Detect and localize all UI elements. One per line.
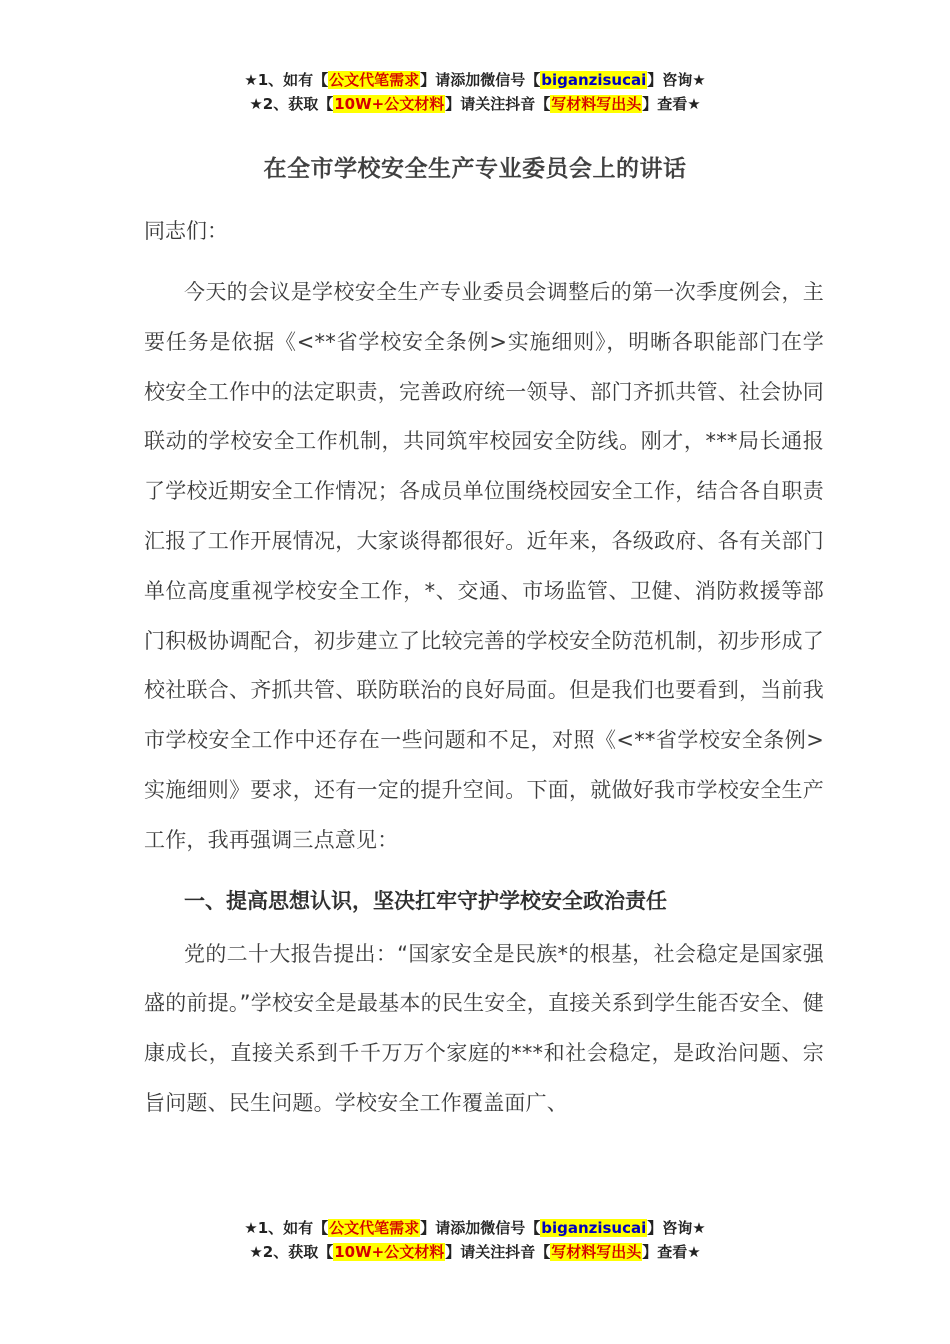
banner-text: ★1、如有【: [244, 71, 329, 89]
footer-banner: [0, 1216, 950, 1264]
highlight-materials: 10W+公文材料: [334, 95, 445, 113]
banner-text: ★2、获取【: [249, 1243, 334, 1261]
document-body: [144, 206, 824, 1129]
banner-text: ★1、如有【: [244, 1219, 329, 1237]
banner-text: 】请添加微信号【: [420, 71, 541, 89]
banner-text: 】请关注抖音【: [445, 95, 551, 113]
banner-text: 】请添加微信号【: [420, 1219, 541, 1237]
highlight-wechat-id: biganzisucai: [541, 1219, 647, 1237]
paragraph-intro: 今天的会议是学校安全生产专业委员会调整后的第一次季度例会，主要任务是依据《<**省学校安全条例>实施细则》，明晰各职能部门在学校安全工作中的法定职责，完善政府统一领导、部门齐抓共管、社会协同联动的学校安全工作机制，共同筑牢校园安全防线。刚才，***局长通报了学校近期安全工作情况；各成员单位围绕校园安全工作，结合各自职责汇报了工作开展情况，大家谈得都很好。近年来，各级政府、各有关部门单位高度重视学校安全工作，*、交通、市场监管、卫健、消防救援等部门积极协调配合，初步建立了比较完善的学校安全防范机制，初步形成了校社联合、齐抓共管、联防联治的良好局面。但是我们也要看到，当前我市学校安全工作中还存在一些问题和不足，对照《<**省学校安全条例>实施细则》要求，还有一定的提升空间。下面，就做好我市学校安全生产工作，我再强调三点意见：: [144, 280, 824, 852]
banner-text: ★2、获取【: [249, 95, 334, 113]
banner-text: 】请关注抖音【: [445, 1243, 551, 1261]
highlight-douyin: 写材料写出头: [551, 95, 642, 113]
banner-line-1: [0, 1216, 950, 1240]
section-heading-1: 一、提高思想认识，坚决扛牢守护学校安全政治责任: [184, 888, 667, 913]
banner-text: 】咨询★: [647, 71, 706, 89]
highlight-materials: 10W+公文材料: [334, 1243, 445, 1261]
paragraph-section-1: 党的二十大报告提出：“国家安全是民族*的根基，社会稳定是国家强盛的前提。”学校安全是最基本的民生安全，直接关系到学生能否安全、健康成长，直接关系到千千万万个家庭的***和社会稳定，是政治问题、宗旨问题、民生问题。学校安全工作覆盖面广、: [144, 941, 824, 1115]
banner-line-1: [0, 68, 950, 92]
banner-text: 】查看★: [642, 95, 701, 113]
highlight-douyin: 写材料写出头: [551, 1243, 642, 1261]
banner-text: 】咨询★: [647, 1219, 706, 1237]
highlight-wechat-id: biganzisucai: [541, 71, 647, 89]
banner-line-2: [0, 92, 950, 116]
highlight-ghostwriting: 公文代笔需求: [329, 1219, 420, 1237]
banner-line-2: [0, 1240, 950, 1264]
document-title: 在全市学校安全生产专业委员会上的讲话: [263, 156, 687, 182]
banner-text: 】查看★: [642, 1243, 701, 1261]
greeting: 同志们：: [144, 219, 228, 243]
highlight-ghostwriting: 公文代笔需求: [329, 71, 420, 89]
header-banner: [0, 68, 950, 116]
